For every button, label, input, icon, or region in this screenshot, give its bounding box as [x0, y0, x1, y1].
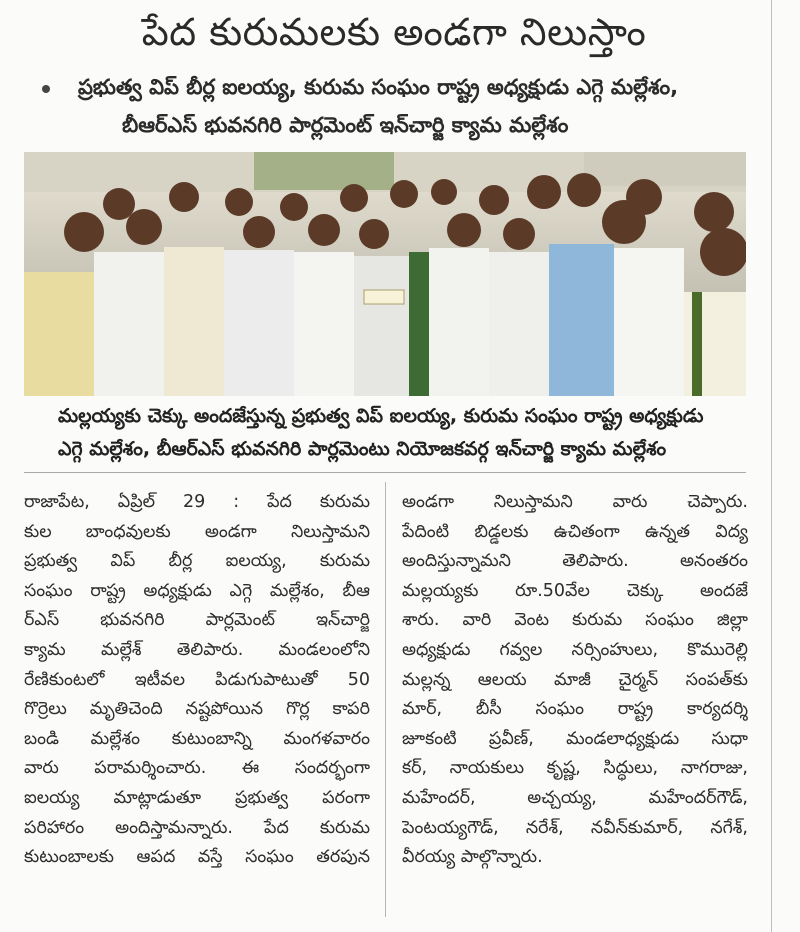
- text-line: ఐలయ్య మాట్లాడుతూ ప్రభుత్వ పరంగా: [24, 787, 370, 808]
- text-line: రాజాపేట, ఏప్రిల్ 29 : పేద కురుమ: [24, 492, 370, 512]
- text-line: క్యామ మల్లేశ్ తెలిపారు. మండలంలోని: [24, 639, 370, 660]
- caption-divider: [24, 472, 746, 473]
- subhead-line-2: బీఆర్ఎస్ భువనగిరి పార్లమెంట్ ఇన్‌చార్జి క్యామ మల్లేశం: [122, 113, 569, 137]
- caption-line-1: మల్లయ్యకు చెక్కు అందజేస్తున్న ప్రభుత్వ విప్ ఐలయ్య, కురుమ సంఘం రాష్ట్ర అధ్యక్షుడు: [58, 405, 704, 427]
- text-line: గొర్రెలు మృతిచెంది నష్టపోయిన గొర్ల కాపరి: [24, 699, 370, 720]
- headline: పేద కురుమలకు అండగా నిలుస్తాం: [141, 10, 647, 54]
- text-line: కర్, నాయకులు కృష్ణ, సిద్ధులు, నాగరాజు,: [402, 758, 748, 779]
- column-divider: [385, 482, 386, 917]
- caption-line-2: ఎగ్గె మల్లేశం, బీఆర్ఎస్ భువనగిరి పార్లమెంటు నియోజకవర్గ ఇన్‌చార్జి క్యామ మల్లేశం: [58, 438, 667, 460]
- text-line: అందిస్తున్నామని తెలిపారు. అనంతరం: [402, 551, 748, 572]
- text-line: వారు పరామర్శించారు. ఈ సందర్భంగా: [24, 758, 370, 779]
- page-edge-rule: [771, 0, 772, 932]
- text-line: రేణికుంటలో ఇటీవల పిడుగుపాటుతో 50: [24, 669, 370, 690]
- text-line: బండి మల్లేశం కుటుంబాన్ని మంగళవారం: [24, 728, 370, 749]
- text-line: అండగా నిలుస్తామని వారు చెప్పారు.: [402, 492, 748, 512]
- text-line: మల్లయ్యకు రూ.50వేల చెక్కు అందజే: [402, 580, 748, 601]
- text-line: జూకంటి ప్రవీణ్, మండలాధ్యక్షుడు సుధా: [402, 728, 748, 749]
- text-line: సంఘం రాష్ట్ర అధ్యక్షుడు ఎగ్గె మల్లేశం, బీఆ: [24, 580, 370, 601]
- text-line: ర్ఎస్ భువనగిరి పార్లమెంట్ ఇన్‌చార్జి: [24, 610, 370, 631]
- news-photo: [24, 152, 746, 396]
- text-line: వీరయ్య పాల్గొన్నారు.: [402, 847, 543, 868]
- text-line: కుల బాంధవులకు అండగా నిలుస్తామని: [24, 521, 370, 542]
- subheadline: [42, 68, 762, 144]
- text-line: మహేందర్, అచ్చయ్య, మహేందర్‌గౌడ్,: [402, 787, 748, 808]
- text-line: అధ్యక్షుడు గవ్వల నర్సింహులు, కొమురెల్లి: [402, 639, 748, 660]
- text-line: పెంటయ్యగౌడ్, నరేశ్, నవీన్‌కుమార్, నగేశ్,: [402, 817, 748, 838]
- photo-caption: [24, 400, 746, 468]
- text-line: ప్రభుత్వ విప్ బీర్ల ఐలయ్య, కురుమ: [24, 551, 370, 572]
- text-line: మల్లన్న ఆలయ మాజీ చైర్మన్ సంపత్‌కు: [402, 669, 748, 690]
- text-line: కుటుంబాలకు ఆపద వస్తే సంఘం తరపున: [24, 847, 370, 868]
- article-column-left: [24, 488, 370, 873]
- text-line: పేదింటి బిడ్డలకు ఉచితంగా ఉన్నత విద్య: [402, 521, 748, 542]
- text-line: శారు. వారి వెంట కురుమ సంఘం జిల్లా: [402, 610, 748, 631]
- text-line: పరిహారం అందిస్తామన్నారు. పేద కురుమ: [24, 817, 370, 838]
- group-photo-illustration: [24, 152, 746, 396]
- subhead-line-1: ప్రభుత్వ విప్ బీర్ల ఐలయ్య, కురుమ సంఘం రాష్ట్ర అధ్యక్షుడు ఎగ్గె మల్లేశం,: [78, 75, 679, 99]
- text-line: మార్, బీసీ సంఘం రాష్ట్ర కార్యదర్శి: [402, 699, 748, 720]
- article-column-right: [402, 488, 748, 873]
- bullet-dot-icon: [42, 85, 50, 93]
